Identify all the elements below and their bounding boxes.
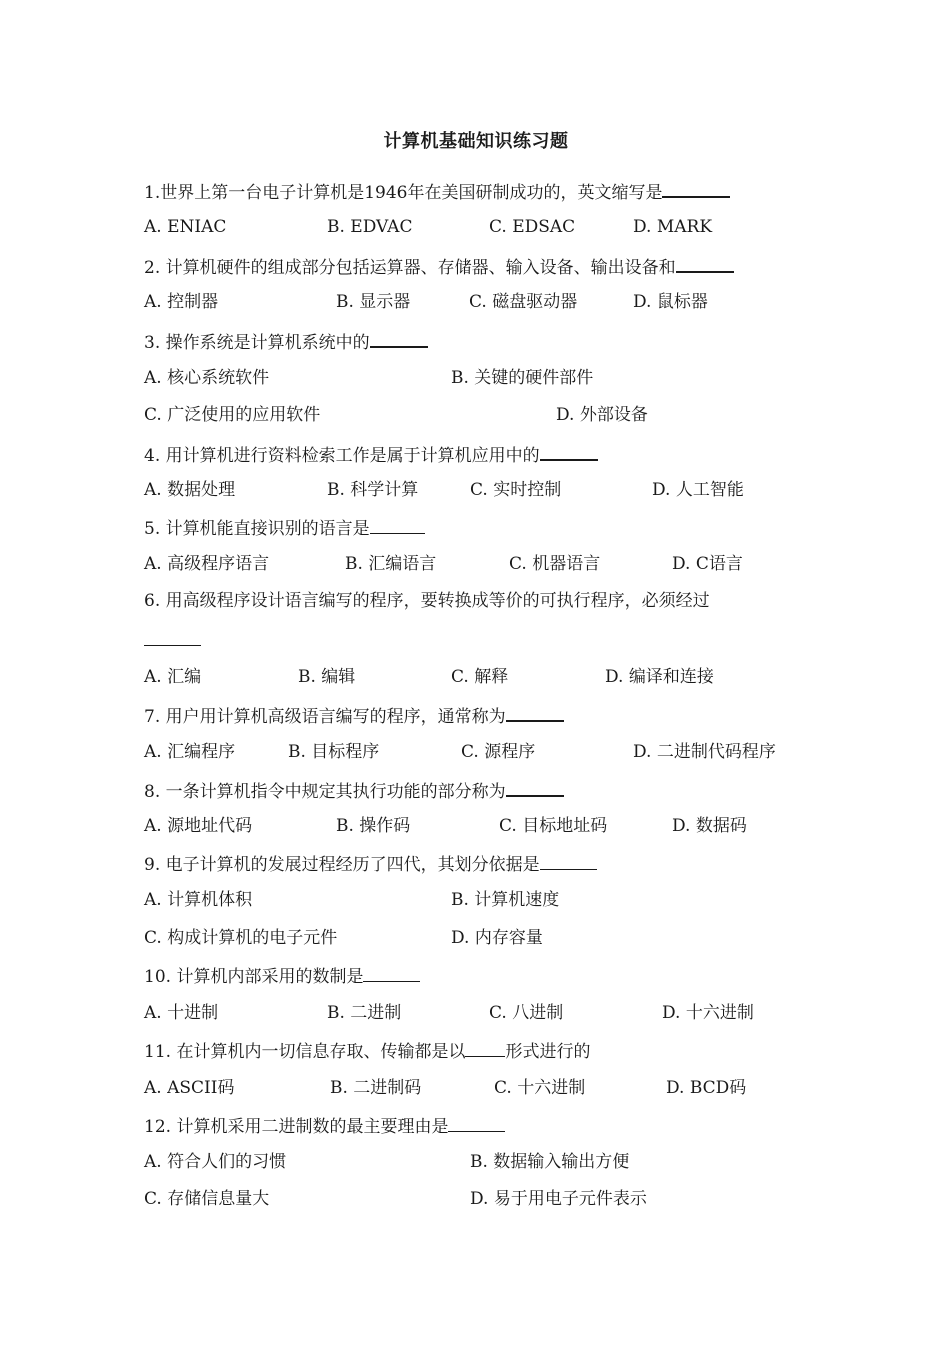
option-b: B. 显示器 [336, 292, 411, 312]
option-b: B. 目标程序 [288, 742, 380, 762]
option-a: A. ENIAC [144, 217, 227, 237]
option-b: B. 数据输入输出方便 [470, 1152, 630, 1172]
option-d: D. 鼠标器 [633, 292, 708, 312]
option-d: D. 人工智能 [652, 480, 744, 500]
option-a: A. 源地址代码 [144, 816, 253, 836]
option-d: D. C语言 [672, 554, 743, 574]
option-c: C. 磁盘驱动器 [469, 292, 578, 312]
option-b: B. 二进制码 [330, 1078, 422, 1098]
option-b: B. 汇编语言 [345, 554, 437, 574]
question-text: 7. 用户用计算机高级语言编写的程序，通常称为 [144, 707, 506, 727]
option-c: C. 解释 [451, 667, 509, 687]
question-text: 11. 在计算机内一切信息存取、传输都是以 [144, 1042, 466, 1062]
question-text: 5. 计算机能直接识别的语言是 [144, 519, 370, 539]
option-a: A. 数据处理 [144, 480, 236, 500]
option-b: B. 操作码 [336, 816, 411, 836]
question-text: 1.世界上第一台电子计算机是1946年在美国研制成功的，英文缩写是 [144, 183, 663, 203]
question-2 [144, 253, 734, 280]
answer-blank [370, 328, 428, 348]
option-a: A. ASCII码 [144, 1078, 235, 1098]
option-d: D. 外部设备 [556, 405, 648, 425]
option-d: D. BCD码 [666, 1078, 747, 1098]
page-title: 计算机基础知识练习题 [383, 131, 569, 152]
option-c: C. 八进制 [489, 1003, 564, 1023]
answer-blank [370, 515, 425, 534]
option-a: A. 控制器 [144, 292, 219, 312]
question-8 [144, 777, 564, 804]
question-text: 2. 计算机硬件的组成部分包括运算器、存储器、输入设备、输出设备和 [144, 258, 676, 278]
option-a: A. 高级程序语言 [144, 554, 270, 574]
option-a: A. 十进制 [144, 1003, 219, 1023]
option-d: D. MARK [633, 217, 713, 237]
answer-blank [676, 253, 734, 273]
question-text: 9. 电子计算机的发展过程经历了四代，其划分依据是 [144, 855, 540, 875]
answer-blank [506, 777, 564, 797]
question-text: 8. 一条计算机指令中规定其执行功能的部分称为 [144, 782, 506, 802]
option-a: A. 符合人们的习惯 [144, 1152, 287, 1172]
question-text: 4. 用计算机进行资料检索工作是属于计算机应用中的 [144, 446, 540, 466]
option-d: D. 易于用电子元件表示 [470, 1189, 647, 1209]
option-a: A. 核心系统软件 [144, 368, 270, 388]
answer-blank [144, 627, 201, 646]
question-9 [144, 851, 597, 877]
question-12 [144, 1113, 505, 1139]
question-11 [144, 1038, 590, 1064]
answer-blank [363, 963, 420, 982]
option-b: B. 二进制 [327, 1003, 402, 1023]
answer-blank [448, 1113, 505, 1132]
option-c: C. 实时控制 [470, 480, 562, 500]
question-text: 10. 计算机内部采用的数制是 [144, 967, 364, 987]
option-c: C. EDSAC [489, 217, 576, 237]
option-c: C. 十六进制 [494, 1078, 586, 1098]
option-b: B. 关键的硬件部件 [451, 368, 594, 388]
option-a: A. 汇编 [144, 667, 202, 687]
option-b: B. 计算机速度 [451, 890, 560, 910]
option-b: B. 编辑 [298, 667, 356, 687]
question-4 [144, 441, 598, 468]
option-d: D. 数据码 [672, 816, 747, 836]
question-text-tail: 形式进行的 [505, 1042, 591, 1062]
option-d: D. 编译和连接 [605, 667, 714, 687]
option-d: D. 二进制代码程序 [633, 742, 776, 762]
question-3 [144, 328, 428, 355]
option-c: C. 构成计算机的电子元件 [144, 928, 338, 948]
question-6: 6. 用高级程序设计语言编写的程序，要转换成等价的可执行程序，必须经过 [144, 591, 710, 611]
question-6-blank-line [144, 627, 201, 653]
question-1 [144, 178, 730, 205]
question-5 [144, 515, 425, 541]
question-10 [144, 963, 420, 989]
question-7 [144, 702, 564, 729]
option-c: C. 目标地址码 [499, 816, 608, 836]
option-c: C. 广泛使用的应用软件 [144, 405, 321, 425]
answer-blank [465, 1038, 505, 1057]
option-b: B. 科学计算 [327, 480, 419, 500]
answer-blank [540, 441, 598, 461]
option-c: C. 存储信息量大 [144, 1189, 270, 1209]
answer-blank [540, 851, 597, 870]
option-c: C. 源程序 [461, 742, 536, 762]
option-c: C. 机器语言 [509, 554, 601, 574]
option-a: A. 汇编程序 [144, 742, 236, 762]
option-a: A. 计算机体积 [144, 890, 253, 910]
question-text: 12. 计算机采用二进制数的最主要理由是 [144, 1117, 449, 1137]
answer-blank [662, 178, 730, 198]
option-d: D. 内存容量 [451, 928, 543, 948]
answer-blank [506, 702, 564, 722]
option-b: B. EDVAC [327, 217, 413, 237]
option-d: D. 十六进制 [662, 1003, 754, 1023]
question-text: 3. 操作系统是计算机系统中的 [144, 333, 370, 353]
